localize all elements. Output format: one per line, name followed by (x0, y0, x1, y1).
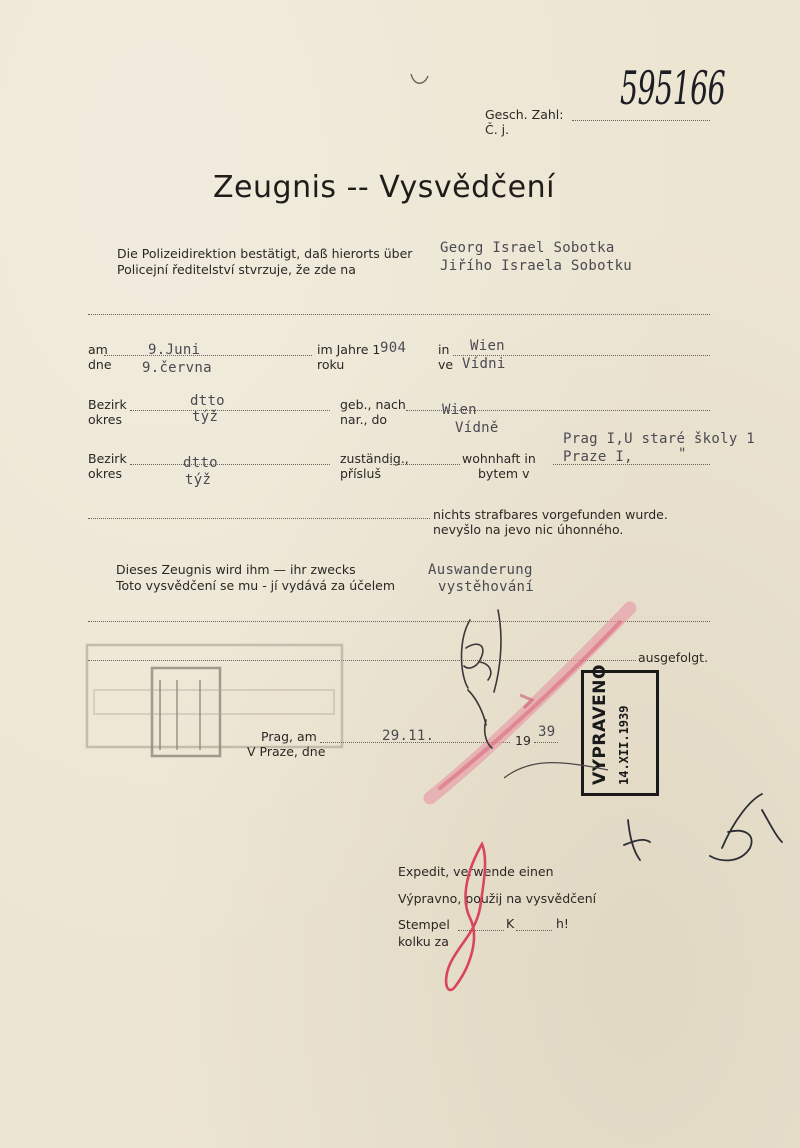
birth-place-cs: Vídni (462, 356, 506, 372)
verdict-de: nichts strafbares vorgefunden wurde. (433, 507, 668, 522)
issue-century: 19 (515, 733, 531, 748)
issue-year: 39 (538, 724, 556, 740)
expedit-line1: Expedit, verwende einen (398, 864, 554, 879)
birth-year: 904 (380, 340, 407, 356)
intro-line-cs: Policejní ředitelství stvrzuje, že zde na (117, 262, 356, 277)
okres2-label: okres (88, 466, 122, 481)
verdict-dotline (88, 518, 430, 519)
purpose-value-cs: vystěhování (438, 579, 535, 595)
zust-label: zuständig., (340, 451, 409, 466)
signature-pencil-icon (448, 600, 528, 750)
intro-line-de: Die Polizeidirektion bestätigt, daß hierorts über (117, 246, 413, 261)
place-date-label-cs: V Praze, dne (247, 744, 326, 759)
district2-value-cs: týž (185, 472, 212, 488)
ve-label: ve (438, 357, 454, 372)
dne-label: dne (88, 357, 112, 372)
place-date-label-de: Prag, am (261, 729, 317, 744)
date-dotline (104, 355, 312, 356)
geb-label: geb., nach (340, 397, 406, 412)
initials-handwritten-icon (610, 790, 790, 880)
nar-label: nar., do (340, 412, 388, 427)
purpose-value-de: Auswanderung (428, 562, 533, 578)
ref-label-cs: Č. j. (485, 122, 510, 137)
verdict-cs: nevyšlo na jevo nic úhonného. (433, 522, 624, 537)
birth-date-de: 9.Juni (148, 342, 201, 358)
stempel-h: h! (556, 916, 569, 931)
geb-value: Wien (442, 402, 477, 418)
purpose-line-cs: Toto vysvědčení se mu - jí vydává za účelem (116, 578, 396, 593)
in-label: in (438, 342, 450, 357)
okres1-label: okres (88, 412, 122, 427)
bytem-label: bytem v (478, 466, 530, 481)
nar-value: Vídně (455, 420, 499, 436)
ref-label-de: Gesch. Zahl: (485, 107, 564, 122)
district1-dotline (130, 410, 330, 411)
address-ditto: " (678, 446, 687, 462)
address-line2: Praze I, (563, 449, 633, 465)
ref-dotline (572, 120, 710, 121)
intro-dotline (88, 314, 710, 315)
year-label-cs: roku (317, 357, 345, 372)
stempel-dotline-2 (516, 930, 552, 931)
zust-dotline (390, 464, 460, 465)
district1-value-de: dtto (190, 393, 225, 409)
stamp-word: VYPRAVENO (590, 664, 610, 785)
red-numeral-icon (440, 838, 500, 998)
district1-value-cs: týž (192, 409, 219, 425)
pencil-line-icon (500, 748, 610, 788)
ref-number-handwritten: 595166 (620, 61, 726, 115)
expedit-line2: Výpravno, použij na vysvědčení (398, 891, 597, 906)
wohn-label: wohnhaft in (462, 451, 536, 466)
stempel-label: Stempel (398, 917, 450, 932)
purpose-line-de: Dieses Zeugnis wird ihm — ihr zwecks (116, 562, 356, 577)
stempel-k: K (506, 916, 515, 931)
corner-mark-icon (408, 70, 432, 90)
kolku-label: kolku za (398, 934, 449, 949)
district2-value-de: dtto (183, 455, 218, 471)
stamp-date: 14.XII.1939 (617, 705, 631, 785)
address-line1: Prag I,U staré školy 1 (563, 431, 756, 447)
name-cs: Jiřího Israela Sobotku (440, 258, 633, 274)
prislus-label: přísluš (340, 466, 381, 481)
bezirk2-label: Bezirk (88, 451, 127, 466)
district2-dotline (130, 464, 330, 465)
ausgefolgt-label: ausgefolgt. (638, 650, 709, 665)
issue-date: 29.11. (382, 728, 435, 744)
name-de: Georg Israel Sobotka (440, 240, 615, 256)
birth-date-cs: 9.června (142, 360, 212, 376)
year-label-de: im Jahre 1 (317, 342, 381, 357)
page-title: Zeugnis -- Vysvědčení (213, 170, 555, 205)
birth-place-de: Wien (470, 338, 505, 354)
bezirk1-label: Bezirk (88, 397, 127, 412)
am-label: am (88, 342, 108, 357)
